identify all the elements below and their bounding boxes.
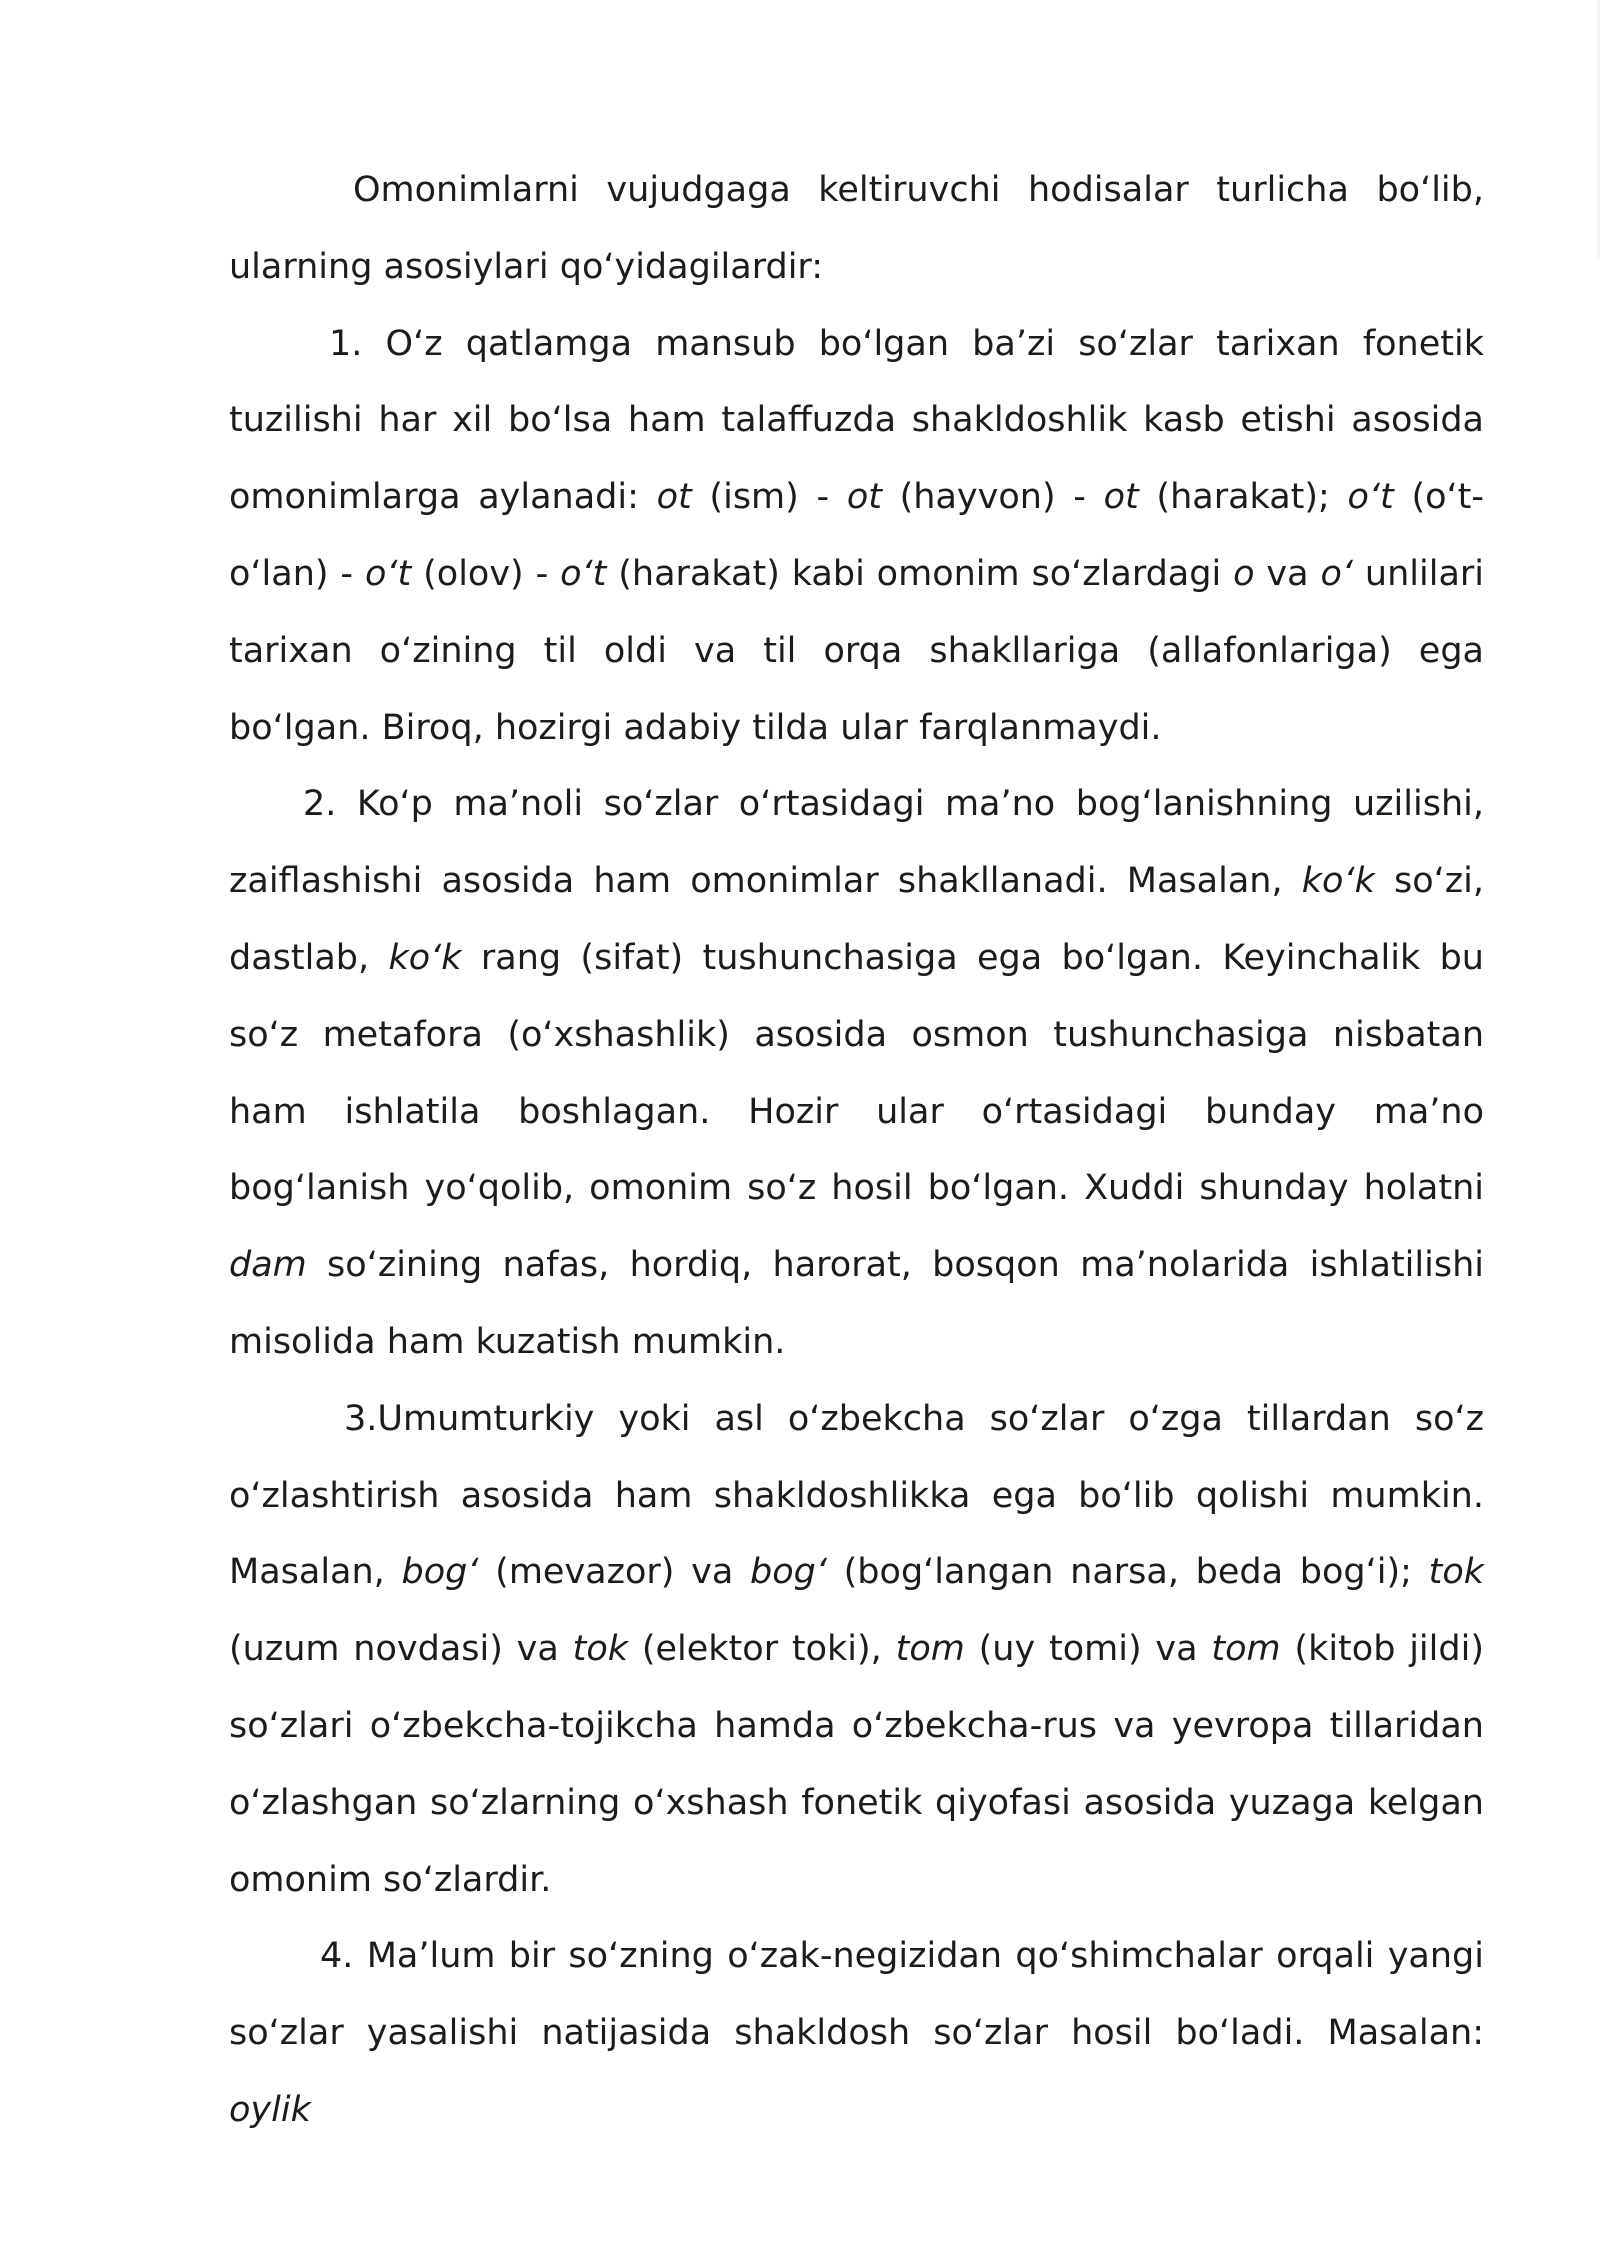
text-run: (kitob jildi) so‘zlari o‘zbekcha-tojikcha hamda o‘zbekcha-rus va yevropa tillaridan o‘zlashgan so‘zlarning o‘xshash fonetik qiyofasi asosida yuzaga kelgan omonim so‘zlardir.: [229, 1629, 1484, 1900]
intro-paragraph: [229, 152, 1484, 306]
text-run: (hayvon) -: [881, 477, 1104, 518]
text-run: (harakat);: [1138, 477, 1348, 518]
italic-term: bog‘: [749, 1552, 827, 1593]
text-run: so‘zining nafas, hordiq, harorat, bosqon ma’nolarida ishlatilishi misolida ham kuzatish mumkin.: [229, 1245, 1484, 1362]
italic-term: o‘t: [560, 553, 607, 594]
italic-term: tom: [1211, 1629, 1281, 1670]
text-run: (elektor toki),: [628, 1629, 896, 1670]
paragraph-item-3: [229, 1381, 1484, 1919]
italic-term: bog‘: [401, 1552, 479, 1593]
text-run: 2. Ko‘p ma’noli so‘zlar o‘rtasidagi ma’no bog‘lanishning uzilishi, zaiflashishi asosida ham omonimlar shakllanadi. Masalan,: [229, 784, 1484, 902]
body-text: [229, 152, 1484, 2149]
text-run: va: [1254, 553, 1321, 594]
text-run: (uzum novdasi) va: [229, 1629, 573, 1670]
text-run: (harakat) kabi omonim so‘zlardagi: [606, 553, 1234, 594]
italic-term: tom: [895, 1629, 965, 1670]
italic-term: o: [1233, 553, 1255, 594]
text-run: (uy tomi) va: [964, 1629, 1212, 1670]
italic-term: ko‘k: [1301, 861, 1375, 902]
italic-term: o‘t: [364, 553, 412, 594]
italic-term: tok: [1428, 1552, 1485, 1593]
text-run: rang (sifat) tushunchasiga ega bo‘lgan. Keyinchalik bu so‘z metafora (o‘xshashlik) asosida osmon tushunchasiga nisbatan ham ishlatila boshlagan. Hozir ular o‘rtasidagi bunday ma’no bog‘lanish yo‘qolib, omonim so‘z hosil bo‘lgan. Xuddi shunday holatni: [229, 937, 1484, 1209]
italic-term: tok: [572, 1629, 629, 1670]
italic-term: o‘: [1320, 553, 1354, 594]
paragraph-item-1: [229, 306, 1484, 767]
italic-term: dam: [229, 1245, 307, 1286]
italic-term: oylik: [229, 2089, 311, 2130]
text-run: 4. Ma’lum bir so‘zning o‘zak-negizidan qo‘shimchalar orqali yangi so‘zlar yasalishi natijasida shakldosh so‘zlar hosil bo‘ladi. Masalan:: [229, 1936, 1484, 2054]
page-edge-shadow: [1594, 0, 1600, 260]
text-run: so‘zi, dastlab,: [229, 861, 1485, 978]
italic-term: ot: [656, 477, 692, 518]
text-run: unlilari tarixan o‘zining til oldi va til orqa shakllariga (allafonlariga) ega bo‘lgan. Biroq, hozirgi adabiy tilda ular farqlanmaydi.: [229, 553, 1485, 748]
text-run: (mevazor) va: [478, 1552, 750, 1593]
text-run: (bog‘langan narsa, beda bog‘i);: [826, 1552, 1429, 1593]
text-run: 3.Umumturkiy yoki asl o‘zbekcha so‘zlar o‘zga tillardan so‘z o‘zlashtirish asosida ham shakldoshlikka ega bo‘lib qolishi mumkin. Masalan,: [229, 1398, 1484, 1593]
paragraph-item-4: [229, 1918, 1484, 2148]
text-run: Omonimlarni vujudgaga keltiruvchi hodisalar turlicha bo‘lib, ularning asosiylari qo‘yidagilardir:: [229, 170, 1484, 287]
italic-term: o‘t: [1347, 477, 1394, 518]
text-run: (o‘t-o‘lan) -: [229, 477, 1485, 594]
italic-term: ko‘k: [388, 937, 462, 978]
italic-term: ot: [1103, 477, 1139, 518]
text-run: 1. O‘z qatlamga mansub bo‘lgan ba’zi so‘zlar tarixan fonetik tuzilishi har xil bo‘lsa ham talaffuzda shakldoshlik kasb etishi asosida omonimlarga aylanadi:: [229, 323, 1484, 518]
italic-term: ot: [846, 477, 882, 518]
paragraph-item-2: [229, 766, 1484, 1380]
text-run: (ism) -: [691, 477, 847, 518]
text-run: (olov) -: [411, 553, 561, 594]
